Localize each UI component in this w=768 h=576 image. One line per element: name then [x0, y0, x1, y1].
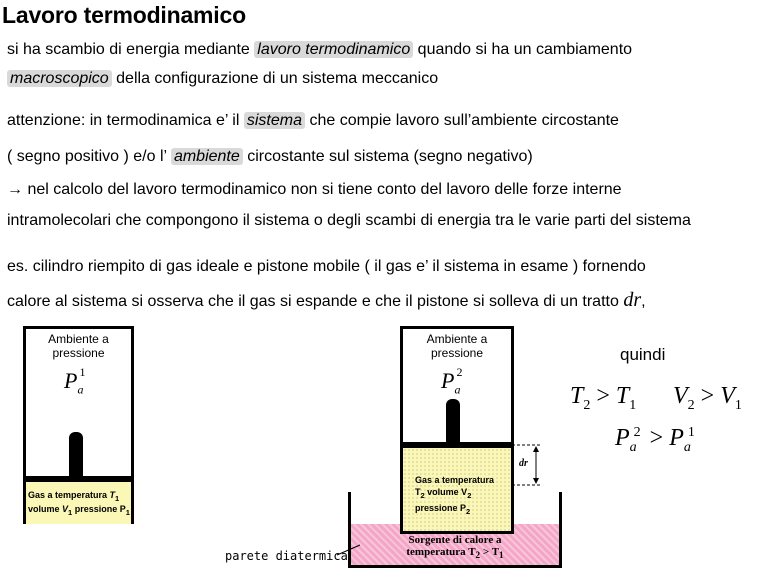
pressure-pa2: $P_a^2$ [441, 364, 463, 397]
page-title: Lavoro termodinamico [2, 2, 246, 28]
env-line-1: Ambiente a [426, 332, 488, 346]
highlight-term: macroscopico [7, 70, 112, 87]
highlight-term: sistema [244, 112, 305, 129]
env-line-1: Ambiente a [48, 332, 109, 346]
pressure-pa1: $P_a^1$ [64, 364, 86, 397]
leader-line [335, 540, 365, 560]
text-line-5: → nel calcolo del lavoro termodinamico non si tiene conto del lavoro delle forze interne [7, 181, 622, 198]
gas-region-2 [403, 448, 511, 531]
text-line-8 [7, 289, 646, 312]
diathermic-wall-label: parete diatermica [225, 549, 348, 563]
heat-source-label: Sorgente di calore a temperatura $T_2 > T_1$ [406, 534, 504, 561]
gas-line-2: $T_2$ volume $V_2$ [415, 487, 472, 500]
text-segment: che compie lavoro sull’ambiente circostante [309, 112, 619, 129]
piston-rod-2 [446, 399, 460, 443]
highlight-term: lavoro termodinamico [254, 41, 413, 58]
math-dr: dr [623, 289, 642, 311]
text-line-3 [7, 112, 619, 130]
env-line-2: pressione [430, 346, 484, 360]
volume-relation: $V_2 > V_1$ [673, 383, 742, 413]
text-line-7: es. cilindro riempito di gas ideale e pistone mobile ( il gas e’ il sistema in esame ) fornendo [7, 258, 646, 275]
text-line-6: intramolecolari che compongono il sistema o degli scambi di energia tra le varie parti del sistema [7, 212, 691, 229]
environment-label-2 [403, 332, 511, 360]
text-line-1 [7, 41, 632, 59]
quindi-label: quindi [620, 345, 666, 364]
text-line-2 [7, 70, 438, 88]
gas-line-1: Gas a temperatura $T_1$ [28, 490, 120, 503]
gas-line-3: pressione $P_2$ [415, 502, 471, 516]
text-segment: quando si ha un cambiamento [417, 41, 633, 58]
text-segment: della configurazione di un sistema meccanico [116, 70, 439, 87]
text-segment: si ha scambio di energia mediante [7, 41, 250, 58]
text-segment: calore al sistema si osserva che il gas si espande e che il pistone si solleva di un tratto [7, 293, 619, 310]
gas-region [26, 482, 131, 524]
dr-dimension-marker [510, 440, 550, 490]
temperature-relation: $T_2 > T_1$ [570, 383, 637, 413]
gas-line-2: volume $V_1$ pressione $P_1$ [28, 503, 130, 517]
dr-label: dr [519, 458, 528, 469]
environment-label [26, 332, 131, 360]
text-segment: , [641, 293, 646, 310]
gas-line-1: Gas a temperatura [415, 475, 495, 485]
text-segment: ( segno positivo ) e/o l’ [7, 148, 167, 165]
text-segment: attenzione: in termodinamica e’ il [7, 112, 240, 129]
highlight-term: ambiente [171, 148, 243, 165]
text-segment: circostante sul sistema (segno negativo) [247, 148, 533, 165]
piston-rod [69, 432, 83, 477]
text-line-4 [7, 148, 533, 166]
pressure-relation: $P_a^2 > P_a^1$ [615, 425, 695, 455]
env-line-2: pressione [52, 346, 105, 360]
